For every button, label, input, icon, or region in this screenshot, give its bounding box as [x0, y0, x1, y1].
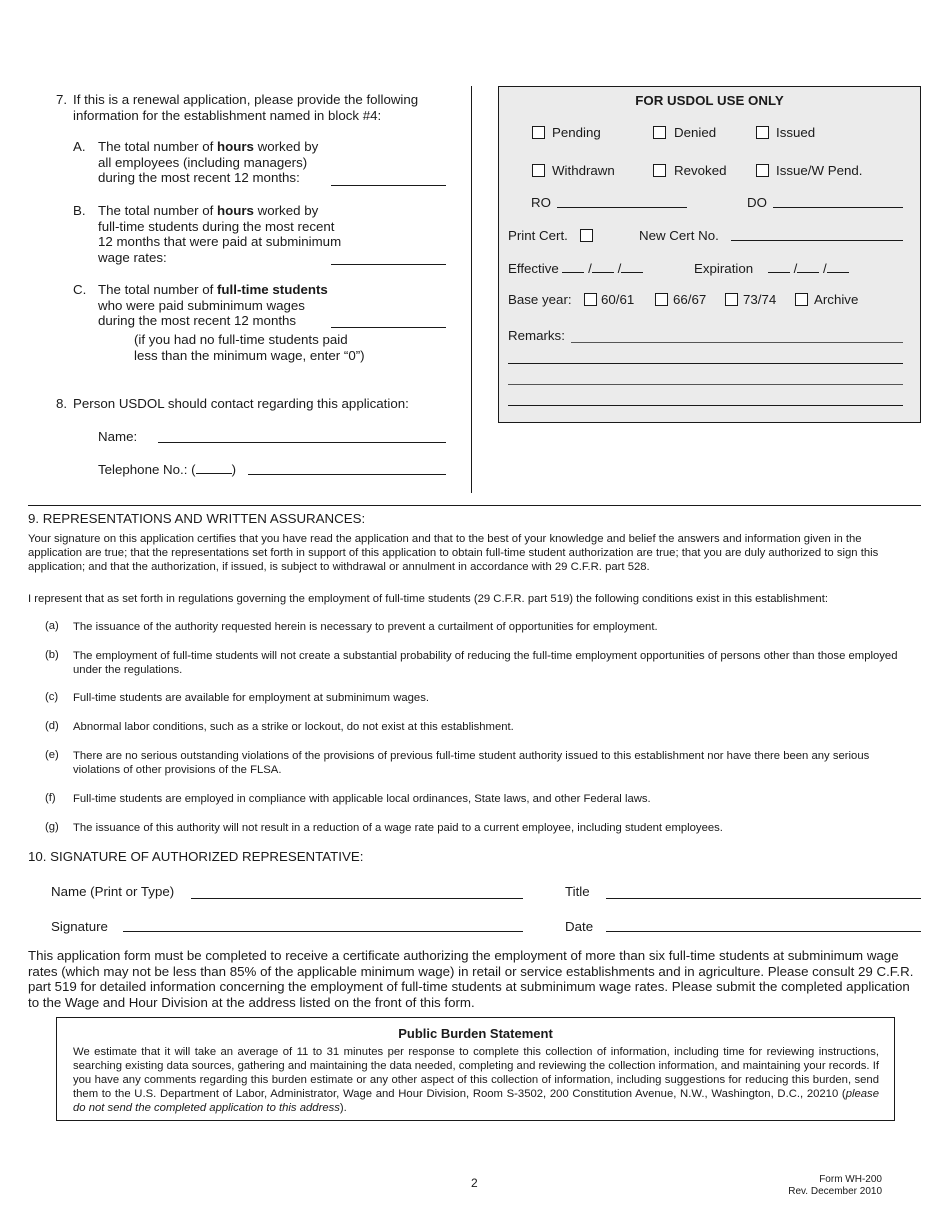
signature-label: Signature [51, 919, 108, 934]
withdrawn-label: Withdrawn [552, 163, 615, 178]
contact-phone-label: Telephone No.: ( ) [98, 462, 237, 477]
issue-w-pend-label: Issue/W Pend. [776, 163, 863, 178]
withdrawn-checkbox[interactable] [532, 164, 545, 177]
print-cert-checkbox[interactable] [580, 229, 593, 242]
q7a-letter: A. [73, 139, 86, 154]
hours-all-employees-field[interactable] [331, 185, 446, 186]
denied-label: Denied [674, 125, 717, 140]
condition-text: The issuance of this authority will not result in a reduction of a wage rate paid to a current employee, including student employees. [73, 822, 723, 834]
base-year-6061-label: 60/61 [601, 292, 635, 307]
ro-label: RO [531, 195, 551, 210]
archive-checkbox[interactable] [795, 293, 808, 306]
q7-text: If this is a renewal application, please provide the following information for the establishment named in block #4: [73, 92, 419, 123]
expiration-day-field[interactable] [797, 260, 819, 273]
q7b-letter: B. [73, 203, 86, 218]
q7c-text: The total number of full-time students who were paid subminimum wages during the most recent 12 months [98, 282, 328, 328]
q9-represent-paragraph: I represent that as set forth in regulations governing the employment of full-time students (29 C.F.R. part 519) the following conditions exist in this establishment: [28, 593, 828, 605]
remarks-line-2[interactable] [508, 363, 903, 364]
condition-letter: (e) [45, 749, 59, 761]
condition-letter: (g) [45, 821, 59, 833]
hours-students-field[interactable] [331, 264, 446, 265]
q7-number: 7. [56, 92, 68, 107]
q7b-text: The total number of hours worked by full-time students during the most recent 12 months that were paid at subminimum wage rates: [98, 203, 342, 265]
column-divider [471, 86, 472, 493]
public-burden-statement-box [56, 1017, 895, 1121]
do-field[interactable] [773, 207, 903, 208]
rep-title-label: Title [565, 884, 590, 899]
expiration-month-field[interactable] [768, 260, 790, 273]
contact-name-label: Name: [98, 429, 138, 444]
contact-phone-field[interactable] [248, 474, 446, 475]
form-identifier: Form WH-200 Rev. December 2010 [788, 1174, 882, 1197]
number-students-field[interactable] [331, 327, 446, 328]
signature-field[interactable] [123, 931, 523, 932]
expiration-year-field[interactable] [827, 260, 849, 273]
base-year-label: Base year: [508, 292, 572, 307]
pending-label: Pending [552, 125, 601, 140]
q8-text: Person USDOL should contact regarding this application: [73, 396, 409, 411]
page-number: 2 [471, 1176, 478, 1190]
effective-day-field[interactable] [592, 260, 614, 273]
date-field[interactable] [606, 931, 921, 932]
condition-text: Full-time students are employed in compliance with applicable local ordinances, State laws, and other Federal laws. [73, 793, 651, 805]
archive-label: Archive [814, 292, 859, 307]
condition-text: The issuance of the authority requested herein is necessary to prevent a curtailment of opportunities for employment. [73, 621, 658, 633]
remarks-line-4[interactable] [508, 405, 903, 406]
remarks-line-1[interactable] [571, 342, 903, 343]
issued-label: Issued [776, 125, 816, 140]
revoked-label: Revoked [674, 163, 727, 178]
q7a-text: The total number of hours worked by all employees (including managers) during the most recent 12 months: [98, 139, 319, 185]
q9-heading: 9. REPRESENTATIONS AND WRITTEN ASSURANCES: [28, 511, 366, 526]
condition-letter: (f) [45, 792, 56, 804]
pending-checkbox[interactable] [532, 126, 545, 139]
effective-label: Effective / / [508, 260, 643, 277]
remarks-line-3[interactable] [508, 384, 903, 385]
effective-year-field[interactable] [621, 260, 643, 273]
section-divider [28, 505, 921, 506]
area-code-field[interactable] [196, 461, 232, 474]
base-year-6061-checkbox[interactable] [584, 293, 597, 306]
condition-text: Abnormal labor conditions, such as a strike or lockout, do not exist at this establishment. [73, 721, 514, 733]
new-cert-label: New Cert No. [639, 228, 719, 243]
issue-w-pend-checkbox[interactable] [756, 164, 769, 177]
usdol-use-only-box [498, 86, 921, 423]
q9-certification-paragraph: Your signature on this application certifies that you have read the application and that to the best of your knowledge and belief the answers and information given in the application are true; that the representations set forth in support of this application to obtain full-time student authorization are true; that you are duly authorized to sign this application; and that the authorization, if issued, is subject to withdrawal or annulment in accordance with 29 C.F.R. part 528. [28, 533, 879, 573]
burden-text: We estimate that it will take an average of 11 to 31 minutes per response to complete this collection of information, including time for reviewing instructions, searching existing data sources, gathering and maintaining the data needed, completing and reviewing the collection information, and maintaining your records. If you have any comments regarding this burden estimate or any other aspect of this collection of information, including suggestions for reducing this burden, send them to the U.S. Department of Labor, Administrator, Wage and Hour Division, Room S-3502, 200 Constitution Avenue, N.W., Washington, D.C., 20210 (please do not send the completed application to this address). [73, 1046, 879, 1114]
revoked-checkbox[interactable] [653, 164, 666, 177]
condition-text: The employment of full-time students will not create a substantial probability of reducing the full-time employment opportunities of persons other than those employed under the regulations. [73, 650, 898, 676]
do-label: DO [747, 195, 767, 210]
date-label: Date [565, 919, 594, 934]
new-cert-field[interactable] [731, 240, 903, 241]
condition-letter: (d) [45, 720, 59, 732]
effective-month-field[interactable] [562, 260, 584, 273]
condition-text: Full-time students are available for employment at subminimum wages. [73, 692, 430, 704]
usdol-title: FOR USDOL USE ONLY [635, 93, 784, 108]
condition-letter: (a) [45, 620, 59, 632]
rep-name-field[interactable] [191, 898, 523, 899]
q7c-letter: C. [73, 282, 87, 297]
q10-heading: 10. SIGNATURE OF AUTHORIZED REPRESENTATIVE: [28, 849, 364, 864]
burden-title: Public Burden Statement [398, 1026, 553, 1041]
contact-name-field[interactable] [158, 442, 446, 443]
ro-field[interactable] [557, 207, 687, 208]
remarks-label: Remarks: [508, 328, 565, 343]
base-year-7374-label: 73/74 [743, 292, 777, 307]
rep-name-label: Name (Print or Type) [51, 884, 175, 899]
condition-letter: (b) [45, 649, 59, 661]
q8-number: 8. [56, 396, 68, 411]
denied-checkbox[interactable] [653, 126, 666, 139]
base-year-6667-checkbox[interactable] [655, 293, 668, 306]
condition-letter: (c) [45, 691, 59, 703]
q7c-note: (if you had no full-time students paid less than the minimum wage, enter “0”) [134, 332, 365, 363]
base-year-6667-label: 66/67 [673, 292, 707, 307]
issued-checkbox[interactable] [756, 126, 769, 139]
closing-paragraph: This application form must be completed to receive a certificate authorizing the employment of more than six full-time students at subminimum wage rates (which may not be less than 85% of the applicable minimum wage) in retail or service establishments and in agriculture. Please consult 29 C.F.R. part 519 for detailed information concerning the employment of full-time students at subminimum wage rates. Please submit the completed application to the Wage and Hour Division at the address listed on the front of this form. [28, 948, 914, 1010]
expiration-label: Expiration / / [694, 260, 849, 277]
condition-text: There are no serious outstanding violations of the provisions of previous full-time student authority issued to this establishment nor have there been any serious violations of other provisions of the FLSA. [73, 750, 870, 776]
print-cert-label: Print Cert. [508, 228, 568, 243]
rep-title-field[interactable] [606, 898, 921, 899]
base-year-7374-checkbox[interactable] [725, 293, 738, 306]
